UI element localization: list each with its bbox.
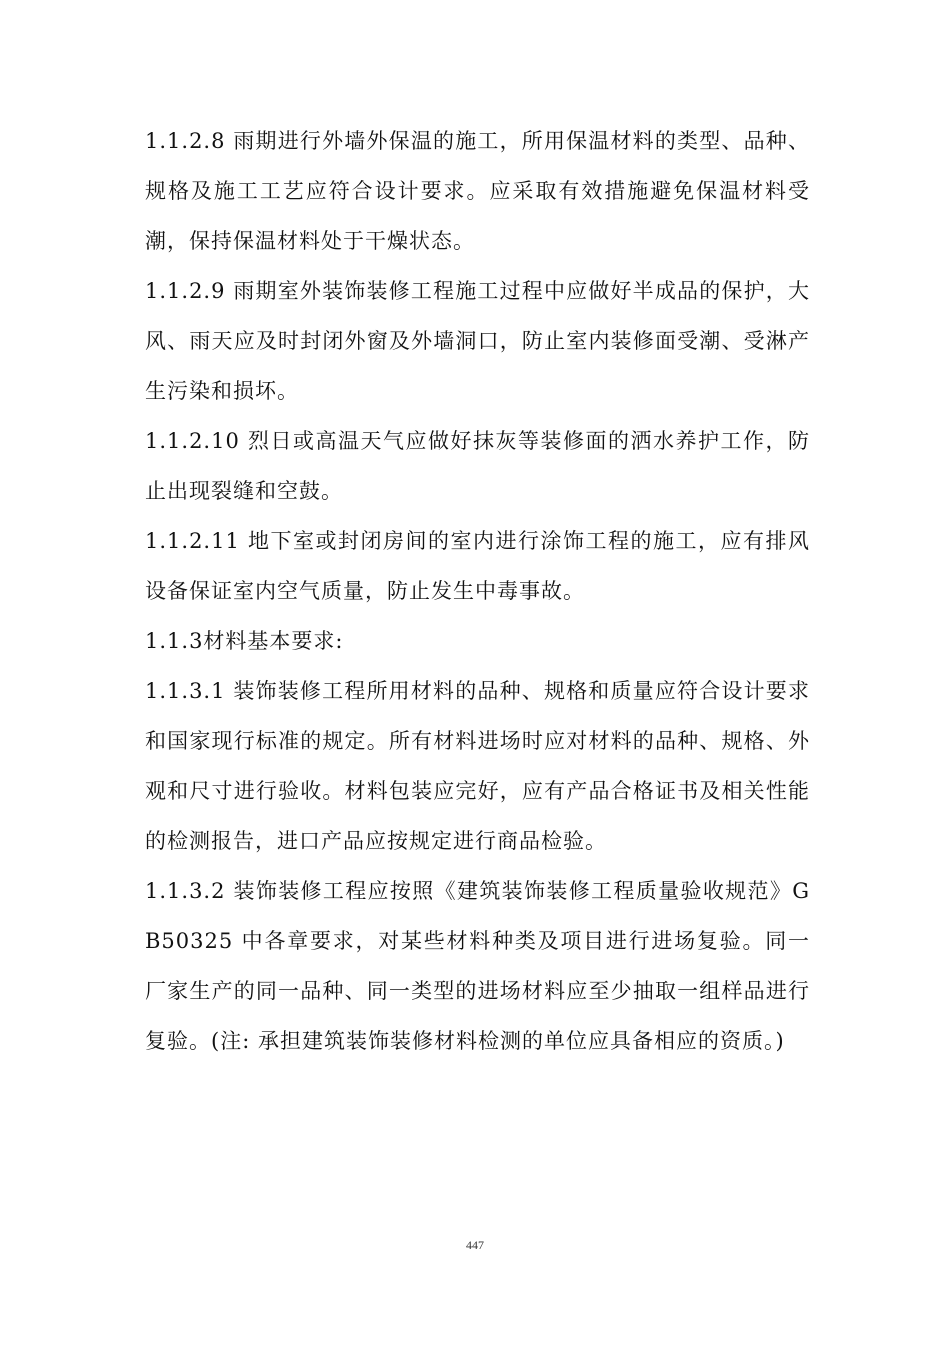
page-number: 447 xyxy=(466,1238,484,1252)
section-heading-1-1-3: 1.1.3材料基本要求: xyxy=(145,629,344,653)
paragraph-1-1-2-8: 1.1.2.8 雨期进行外墙外保温的施工，所用保温材料的类型、品种、规格及施工工艺应符合设计要求。应采取有效措施避免保温材料受潮，保持保温材料处于干燥状态。 xyxy=(145,129,810,253)
body-text xyxy=(145,116,810,1066)
paragraph-1-1-2-9: 1.1.2.9 雨期室外装饰装修工程施工过程中应做好半成品的保护，大风、雨天应及时封闭外窗及外墙洞口，防止室内装修面受潮、受淋产生污染和损坏。 xyxy=(145,279,810,403)
paragraph-1-1-2-11: 1.1.2.11 地下室或封闭房间的室内进行涂饰工程的施工，应有排风设备保证室内空气质量，防止发生中毒事故。 xyxy=(145,529,810,603)
paragraph-1-1-3-2: 1.1.3.2 装饰装修工程应按照《建筑装饰装修工程质量验收规范》GB50325 中各章要求，对某些材料种类及项目进行进场复验。同一厂家生产的同一品种、同一类型的进场材料应至少抽取一组样品进行复验。(注: 承担建筑装饰装修材料检测的单位应具备相应的资质。) xyxy=(145,879,810,1053)
paragraph-1-1-3-1: 1.1.3.1 装饰装修工程所用材料的品种、规格和质量应符合设计要求和国家现行标准的规定。所有材料进场时应对材料的品种、规格、外观和尺寸进行验收。材料包装应完好，应有产品合格证书及相关性能的检测报告，进口产品应按规定进行商品检验。 xyxy=(145,679,810,853)
paragraph-1-1-2-10: 1.1.2.10 烈日或高温天气应做好抹灰等装修面的洒水养护工作，防止出现裂缝和空鼓。 xyxy=(145,429,810,503)
